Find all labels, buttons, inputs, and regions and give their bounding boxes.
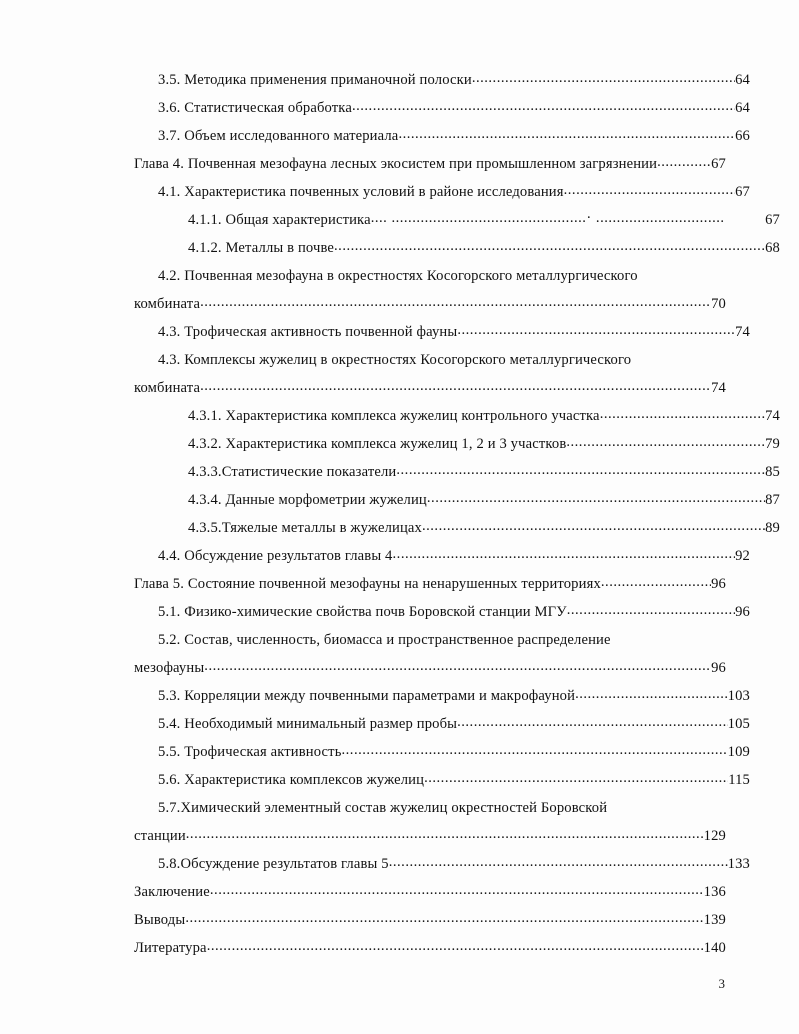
toc-dot-leader (567, 602, 735, 619)
toc-entry[interactable] (134, 548, 750, 576)
toc-entry-title: 3.6. Статистическая обработка (158, 100, 352, 116)
toc-entry[interactable] (134, 940, 726, 968)
toc-entry[interactable] (134, 884, 726, 912)
toc-dot-leader (472, 70, 735, 87)
toc-dot-leader (185, 910, 703, 927)
toc-dot-leader (427, 490, 765, 507)
toc-entry[interactable] (134, 660, 726, 688)
toc-dot-leader (600, 406, 765, 423)
toc-entry[interactable] (134, 380, 726, 408)
toc-dot-leader (200, 378, 711, 395)
toc-dot-leader (566, 434, 765, 451)
toc-entry-page-number: 68 (765, 240, 780, 256)
toc-entry-title: 4.3.1. Характеристика комплекса жужелиц контрольного участка (188, 408, 600, 424)
toc-entry-page-number: 67 (735, 184, 750, 200)
toc-entry-page-number: 89 (765, 520, 780, 536)
toc-entry-title: 4.4. Обсуждение результатов главы 4 (158, 548, 393, 564)
toc-entry-title: 3.7. Объем исследованного материала (158, 128, 399, 144)
toc-dot-leader (204, 658, 711, 675)
toc-entry-title: 3.5. Методика применения приманочной полоски (158, 72, 472, 88)
toc-dot-leader (564, 182, 735, 199)
toc-entry[interactable] (134, 128, 750, 156)
toc-entry[interactable] (134, 604, 750, 632)
toc-dot-leader (342, 742, 728, 759)
toc-dot-leader (601, 574, 711, 591)
toc-entry[interactable] (134, 576, 726, 604)
toc-entry-title: 4.3. Трофическая активность почвенной фауны (158, 324, 458, 340)
toc-entry[interactable] (134, 240, 780, 268)
toc-entry-page-number: 96 (711, 660, 726, 676)
toc-entry-page-number: 74 (711, 380, 726, 396)
toc-entry[interactable] (134, 72, 750, 100)
toc-entry[interactable] (134, 716, 750, 744)
toc-entry[interactable] (134, 100, 750, 128)
toc-entry-title: Глава 5. Состояние почвенной мезофауны на ненарушенных территориях (134, 576, 601, 592)
toc-entry[interactable] (134, 828, 726, 856)
toc-entry-title: комбината (134, 296, 201, 312)
toc-entry[interactable] (134, 156, 726, 184)
toc-entry-page-number: 64 (735, 100, 750, 116)
toc-entry-page-number: 133 (727, 856, 750, 872)
toc-entry-page-number: 87 (765, 492, 780, 508)
toc-entry-title: 4.3.3.Статистические показатели (188, 464, 397, 480)
toc-entry[interactable] (134, 436, 780, 464)
toc-entry-page-number: 103 (727, 688, 750, 704)
toc-dot-leader (457, 322, 735, 339)
toc-entry[interactable] (134, 408, 780, 436)
toc-entry[interactable] (134, 268, 750, 296)
toc-entry[interactable] (134, 912, 726, 940)
toc-entry-title: 5.1. Физико-химические свойства почв Боровской станции МГУ (158, 604, 567, 620)
toc-dot-leader (334, 238, 765, 255)
toc-entry-page-number: 129 (703, 828, 726, 844)
toc-entry[interactable] (134, 800, 750, 828)
toc-entry-title: 4.3.5.Тяжелые металлы в жужелицах (188, 520, 422, 536)
toc-entry[interactable] (134, 296, 726, 324)
toc-entry-title: Литература (134, 940, 207, 956)
toc-entry-title: 4.3.4. Данные морфометрии жужелиц (188, 492, 427, 508)
toc-entry-title: 4.1.1. Общая характеристика (188, 212, 371, 228)
toc-entry[interactable] (134, 184, 750, 212)
toc-dot-leader (352, 98, 735, 115)
toc-entry-title: 5.6. Характеристика комплексов жужелиц (158, 772, 425, 788)
toc-entry-page-number: 92 (735, 548, 750, 564)
toc-dot-leader (424, 770, 728, 787)
toc-dot-leader (575, 686, 728, 703)
toc-dot-leader (186, 826, 704, 843)
toc-entry[interactable] (134, 632, 750, 660)
toc-entry[interactable] (134, 688, 750, 716)
toc-entry-title: Глава 4. Почвенная мезофауна лесных экосистем при промышленном загрязнении (134, 156, 658, 172)
toc-dot-leader (389, 854, 728, 871)
toc-entry-page-number: 105 (727, 716, 750, 732)
toc-entry[interactable] (134, 464, 780, 492)
toc-dot-leader (398, 126, 735, 143)
toc-dot-leader (207, 938, 704, 955)
toc-dot-leader (200, 294, 711, 311)
toc-entry-page-number: 67 (711, 156, 726, 172)
toc-entry-page-number: 66 (735, 128, 750, 144)
toc-entry-page-number: 140 (703, 940, 726, 956)
toc-entry[interactable] (134, 492, 780, 520)
page-number: 3 (718, 976, 725, 991)
toc-entry-title: станции (134, 828, 186, 844)
toc-entry-title: 4.2. Почвенная мезофауна в окрестностях Косогорского металлургического (158, 268, 638, 284)
toc-entry-title: 5.5. Трофическая активность (158, 744, 342, 760)
toc-entry[interactable] (134, 352, 750, 380)
toc-entry-page-number: 74 (735, 324, 750, 340)
toc-dot-leader (396, 462, 765, 479)
toc-entry-page-number: 74 (765, 408, 780, 424)
toc-entry-title: 4.1. Характеристика почвенных условий в районе исследования (158, 184, 564, 200)
toc-entry-page-number: 79 (765, 436, 780, 452)
toc-entry-title: Заключение (134, 884, 210, 900)
toc-entry-page-number: 67 (765, 212, 780, 228)
toc-entry[interactable] (134, 744, 750, 772)
toc-entry-title: 5.2. Состав, численность, биомасса и пространственное распределение (158, 632, 611, 648)
toc-entry-page-number: 85 (765, 464, 780, 480)
toc-dot-leader (422, 518, 765, 535)
toc-entry-page-number: 136 (703, 884, 726, 900)
toc-dot-leader (393, 546, 736, 563)
toc-entry-title: 4.1.2. Металлы в почве (188, 240, 335, 256)
toc-entry-title: 4.3.2. Характеристика комплекса жужелиц 1, 2 и 3 участков (188, 436, 567, 452)
toc-entry-title: 5.7.Химический элементный состав жужелиц окрестностей Боровской (158, 800, 608, 816)
toc-entry[interactable] (134, 772, 750, 800)
toc-entry-page-number: 115 (728, 772, 750, 788)
toc-dot-leader (210, 882, 704, 899)
table-of-contents (0, 72, 799, 968)
toc-entry-page-number: 109 (727, 744, 750, 760)
toc-entry[interactable] (134, 212, 780, 240)
toc-entry-title: 5.3. Корреляции между почвенными параметрами и макрофауной (158, 688, 576, 704)
toc-entry-page-number: 96 (711, 576, 726, 592)
toc-entry-title: Выводы (134, 912, 186, 928)
toc-entry[interactable] (134, 520, 780, 548)
toc-entry-title: комбината (134, 380, 201, 396)
toc-dot-leader (657, 154, 711, 171)
toc-entry-title: 5.8.Обсуждение результатов главы 5 (158, 856, 389, 872)
toc-dot-leader (371, 210, 765, 227)
toc-dot-leader (457, 714, 728, 731)
toc-entry-title: 4.3. Комплексы жужелиц в окрестностях Косогорского металлургического (158, 352, 632, 368)
toc-entry[interactable] (134, 856, 750, 884)
toc-entry-title: 5.4. Необходимый минимальный размер пробы (158, 716, 458, 732)
toc-entry-page-number: 70 (711, 296, 726, 312)
toc-entry-title: мезофауны (134, 660, 205, 676)
toc-entry-page-number: 139 (703, 912, 726, 928)
toc-entry-page-number: 64 (735, 72, 750, 88)
toc-entry-page-number: 96 (735, 604, 750, 620)
toc-entry[interactable] (134, 324, 750, 352)
